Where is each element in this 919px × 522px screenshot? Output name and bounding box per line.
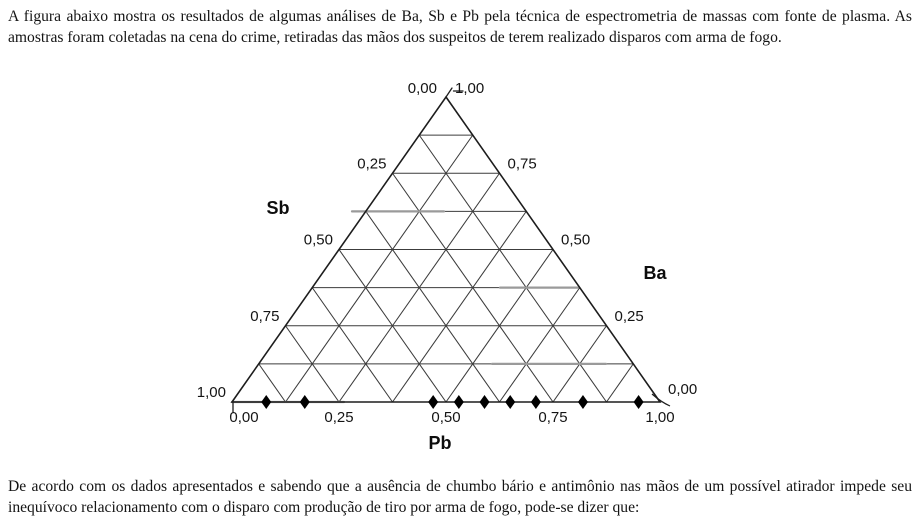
left-axis-tick-label: 0,50 [303, 231, 333, 249]
left-axis-tick-label: 0,25 [357, 155, 387, 173]
left-axis-name: Sb [266, 198, 290, 218]
data-point-diamond [261, 395, 271, 409]
data-point-diamond [578, 395, 588, 409]
grid-line-const-sb [366, 211, 500, 402]
bottom-axis-tick-label: 0,25 [324, 409, 354, 426]
data-point-diamond [505, 395, 515, 409]
right-axis-tick-label: 1,00 [455, 80, 485, 97]
right-axis-tick-label: 0,50 [561, 231, 591, 249]
right-axis-tick-label: 0,25 [614, 307, 644, 325]
grid-line-const-pb [500, 288, 580, 402]
data-point-diamond [531, 395, 541, 409]
data-point-diamond [428, 395, 438, 409]
grid-line-const-pb [393, 211, 527, 402]
left-axis-tick-label: 0,00 [407, 80, 437, 97]
data-point-diamond [480, 395, 490, 409]
grid-line-const-pb [286, 135, 473, 402]
bottom-axis-tick-label: 0,00 [229, 409, 259, 426]
intro-paragraph: A figura abaixo mostra os resultados de algumas análises de Ba, Sb e Pb pela técnica de espectrometria de massas com fonte de plasma. As amostras foram coletadas na cena do crime, retiradas das mãos dos suspeitos de terem realizado disparos com arma de fogo. [8, 8, 912, 46]
grid-line-const-sb [259, 364, 286, 402]
data-point-diamond [300, 395, 310, 409]
right-axis-name: Ba [643, 263, 667, 283]
bottom-axis-tick-label: 1,00 [645, 409, 675, 426]
bottom-axis-tick-label: 0,75 [538, 409, 568, 426]
grid-line-const-pb [607, 364, 634, 402]
left-axis-tick-label: 1,00 [196, 384, 226, 401]
data-point-diamond [454, 395, 464, 409]
grid-line-const-sb [419, 135, 606, 402]
ternary-plot-svg [0, 75, 919, 465]
data-point-diamond [634, 395, 644, 409]
question-paragraph: De acordo com os dados apresentados e sabendo que a ausência de chumbo bário e antimônio nas mãos de um possível atirador impede seu inequívoco relacionamento com o disparo com produção de tiro por arma de fogo, pode-se dizer que: [8, 478, 912, 516]
right-axis-tick-label: 0,00 [668, 381, 698, 398]
left-axis-tick-label: 0,75 [250, 307, 280, 325]
right-axis-tick-label: 0,75 [507, 155, 537, 173]
apex-tick [446, 88, 452, 97]
bottom-axis-tick-label: 0,50 [431, 409, 461, 426]
bottom-axis-name: Pb [428, 433, 452, 453]
grid-line-const-sb [312, 288, 392, 402]
